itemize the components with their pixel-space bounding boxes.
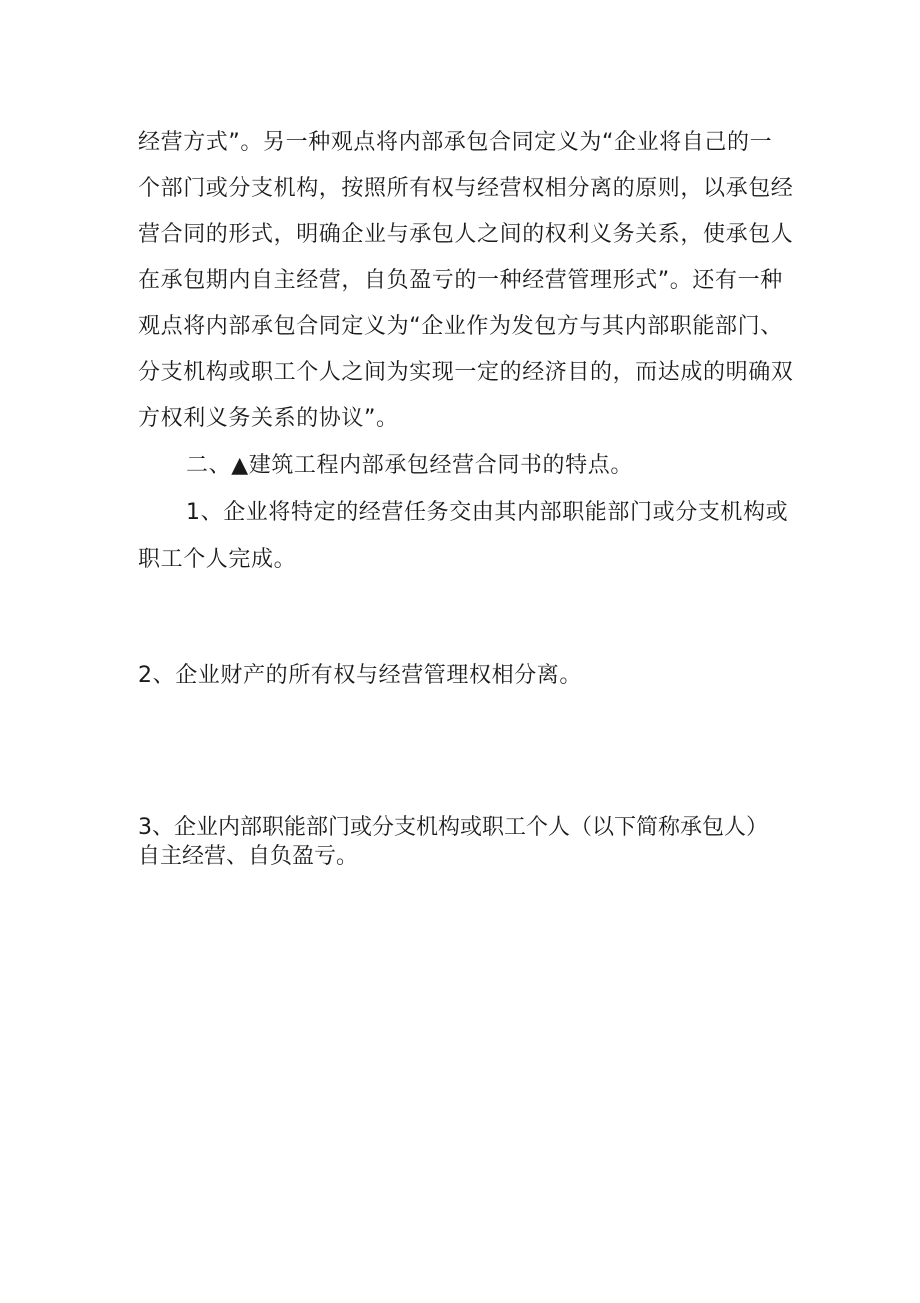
list-item-3-line: 自主经营、自负盈亏。 xyxy=(138,844,359,869)
paragraph-line: 分支机构或职工个人之间为实现一定的经济目的，而达成的明确双 xyxy=(138,360,794,385)
section-heading: 二、▲建筑工程内部承包经营合同书的特点。 xyxy=(186,453,633,478)
paragraph-line: 方权利义务关系的协议”。 xyxy=(138,406,399,431)
paragraph-line: 经营方式”。另一种观点将内部承包合同定义为“企业将自己的一 xyxy=(138,130,773,155)
list-item-2: 2、企业财产的所有权与经营管理权相分离。 xyxy=(138,663,582,688)
paragraph-line: 个部门或分支机构，按照所有权与经营权相分离的原则，以承包经 xyxy=(138,176,794,201)
paragraph-line: 营合同的形式，明确企业与承包人之间的权利义务关系，使承包人 xyxy=(138,222,794,247)
list-item-1-line: 职工个人完成。 xyxy=(138,547,297,572)
paragraph-line: 在承包期内自主经营，自负盈亏的一种经营管理形式”。还有一种 xyxy=(138,268,783,293)
list-item-1-line: 1、企业将特定的经营任务交由其内部职能部门或分支机构或 xyxy=(186,500,789,525)
paragraph-line: 观点将内部承包合同定义为“企业作为发包方与其内部职能部门、 xyxy=(138,314,783,339)
list-item-3-line: 3、企业内部职能部门或分支机构或职工个人（以下简称承包人） xyxy=(138,815,768,840)
